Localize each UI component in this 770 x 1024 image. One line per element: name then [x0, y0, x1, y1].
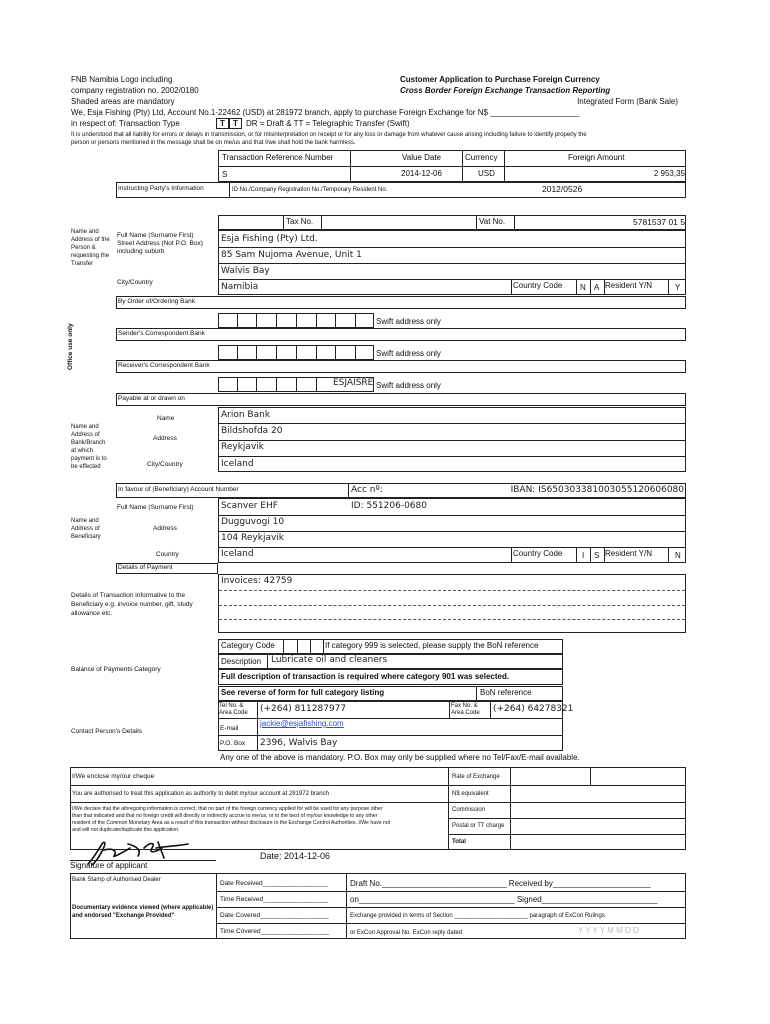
beneficiary-country-code-label: Country Code [513, 549, 563, 558]
email-label: E-mail [220, 725, 239, 732]
beneficiary-name[interactable]: Scanver EHF [221, 501, 278, 511]
payment-info-label: Details of Transaction informative to the [71, 592, 186, 599]
tax-number-label: Tax No. [286, 217, 314, 226]
suburb-label: including suburb [117, 248, 165, 255]
contact-details-label: Contact Person's Details [71, 728, 142, 735]
swift-only-label-2: Swift address only [376, 349, 441, 358]
payment-details-label: Details of Payment [118, 564, 173, 571]
date-covered-field[interactable]: Date Covered___________________ [220, 912, 329, 919]
reference-number-label: Transaction Reference Number [222, 153, 334, 162]
payable-side-label: Bank/Branch [71, 440, 106, 446]
declaration-text: resident of the Common Monetary Area as a result of this transaction without disclosure to the Exchange Control Authorities. I/We have not [72, 820, 391, 826]
documentary-evidence-label-2: and endorsed "Exchange Provided" [72, 913, 175, 919]
description-row [218, 654, 563, 669]
beneficiary-side-label: Beneficiary [71, 534, 101, 540]
applicant-name[interactable]: Esja Fishing (Pty) Ltd. [221, 234, 318, 244]
vat-number-value[interactable]: 5781537 01 5 [633, 217, 685, 227]
bank-stamp-label: Bank Stamp of Authorised Dealer [72, 877, 161, 883]
mandatory-contact-note: Any one of the above is mandatory. P.O. Box may only be supplied where no Tel/Fax/E-mail available. [220, 753, 580, 762]
office-use-label: Office use only [67, 323, 74, 370]
reference-number-value[interactable]: S [222, 170, 228, 179]
beneficiary-id[interactable]: ID: 551206-0680 [351, 501, 427, 511]
documentary-evidence-label: Documentary evidence viewed (where applicable) [72, 905, 214, 911]
applicant-side-label: Person & [71, 245, 96, 251]
bon-reference-label: BoN reference [480, 688, 532, 697]
payable-side-label: be effected [71, 464, 101, 470]
application-statement: We, Esja Fishing (Pty) Ltd, Account No.1-22462 (USD) at 281972 branch, apply to purchase Foreign Exchange for N$ ____________________ [71, 108, 580, 117]
full-description-note: Full description of transaction is required where category 901 was selected. [221, 672, 510, 681]
company-registration: company registration no. 2002/0180 [71, 86, 199, 95]
commission-label: Commission [452, 807, 486, 813]
declaration-text: and will not duplicate/duplicate this application. [72, 827, 180, 833]
time-covered-field[interactable]: Time Covered___________________ [220, 928, 330, 935]
payment-info-label: allowance etc. [71, 610, 113, 617]
total-label: Total [452, 839, 466, 845]
applicant-side-label: Name and [71, 229, 99, 235]
beneficiary-country-label: Country [156, 551, 179, 558]
time-received-field[interactable]: Time Received__________________ [220, 896, 329, 903]
country-code-label: Country Code [513, 281, 563, 290]
bop-category-label: Balance of Payments Category [71, 666, 161, 673]
street-address-label: Street Address (Not P.O. Box) [117, 240, 203, 247]
beneficiary-side-label: Name and [71, 518, 99, 524]
beneficiary-city[interactable]: 104 Reykjavik [221, 533, 285, 543]
invoice-number[interactable]: Invoices: 42759 [221, 576, 293, 586]
beneficiary-street[interactable]: Dugguvogi 10 [221, 517, 285, 527]
beneficiary-country-code-2[interactable]: S [594, 551, 600, 560]
instructing-party-label: Instructing Party's Information [118, 185, 204, 192]
payee-bank-name[interactable]: Arion Bank [221, 410, 271, 420]
debit-authority: You are authorised to treat this application as authority to debit my/our account at 281972 branch [72, 791, 329, 797]
resident-label: Resident Y/N [605, 281, 652, 290]
beneficiary-resident-label: Resident Y/N [605, 549, 652, 558]
vat-number-label: Vat No. [479, 217, 506, 226]
applicant-city[interactable]: Namibia [221, 282, 259, 292]
applicant-side-label: Transfer [71, 261, 94, 267]
id-number-label: ID No./Company Registration No./Temporary Resident No. [232, 187, 388, 193]
cheque-statement: I/We enclose my/our cheque [72, 773, 155, 780]
description-label: Description [221, 657, 262, 666]
declaration-text: than that indicated and that no foreign credit will directly or indirectly accrue to me/us, or to the best of my/our knowledge to any other [72, 813, 378, 819]
payable-label: Payable at or drawn on [118, 395, 185, 402]
declaration-text: I/We declare that the aforegoing information is correct, that no part of the foreign currency applied for will be used for any purpose other [72, 806, 383, 812]
currency-value[interactable]: USD [478, 169, 495, 178]
mandatory-note: Shaded areas are mandatory [71, 97, 175, 106]
fax-label: Area Code [451, 710, 480, 716]
payable-side-label: payment is to [71, 456, 107, 462]
country-code-2[interactable]: A [594, 283, 600, 292]
beneficiary-name-label: Full Name (Surname First) [117, 504, 194, 511]
transaction-type-box-1[interactable]: T [216, 118, 229, 129]
currency-label: Currency [465, 153, 498, 162]
liability-disclaimer-2: person or persons mentioned in the message shall be on me/us and that I/we shall hold the bank harmless. [71, 140, 356, 146]
payable-row [116, 393, 686, 406]
payee-bank-city[interactable]: Reykjavik [221, 442, 264, 452]
description-value[interactable]: Lubricate oil and cleaners [271, 655, 388, 665]
tel-label: Area Code [219, 710, 248, 716]
applicant-side-label: Address of the [71, 237, 110, 243]
po-box-value[interactable]: 2396, Walvis Bay [260, 738, 338, 748]
exchange-section-field[interactable]: Exchange provided in terms of Section ______________________ paragraph of ExCon Rulings [350, 913, 605, 919]
category-note: If category 999 is selected, please supply the BoN reference [325, 641, 539, 650]
category-code-label: Category Code [221, 641, 275, 650]
applicant-side-label: requesting the [71, 253, 110, 259]
iban-value[interactable]: IBAN: IS650303381003055120606080 [510, 485, 684, 495]
rate-of-exchange-label: Rate of Exchange [452, 774, 500, 780]
payee-bank-country[interactable]: Iceland [221, 459, 254, 469]
beneficiary-resident-value[interactable]: N [675, 551, 681, 560]
form-subtitle: Cross Border Foreign Exchange Transaction Reporting [400, 86, 611, 95]
form-type: Integrated Form (Bank Sale) [577, 97, 678, 106]
transaction-type-box-2[interactable]: T [229, 118, 242, 129]
swift-only-label-1: Swift address only [376, 317, 441, 326]
date-received-field[interactable]: Date Received__________________ [220, 880, 328, 887]
resident-value[interactable]: Y [675, 283, 681, 292]
excon-reply-date-boxes[interactable]: Y Y Y Y M M D D [578, 926, 639, 935]
bank-city-label: City/Country [147, 461, 183, 468]
fax-label: Fax No. & [451, 703, 478, 709]
excon-approval-field[interactable]: or ExCon Approval No. ExCon reply dated [350, 930, 463, 936]
value-date-label: Value Date [402, 153, 441, 162]
full-name-label: Full Name (Surname First) [117, 232, 194, 239]
email-link[interactable]: jackie@esjafishing.com [260, 719, 344, 728]
beneficiary-country-code-1[interactable]: I [582, 551, 585, 560]
account-number-label: Acc nº: [351, 485, 383, 495]
applicant-street[interactable]: 85 Sam Nujoma Avenue, Unit 1 [221, 250, 362, 260]
bank-name-label: Name [157, 415, 175, 422]
see-reverse-note: See reverse of form for full category listing [221, 688, 385, 697]
signature-label: Signature of applicant [70, 861, 148, 870]
draft-number-field[interactable]: Draft No.____________________________ Received by______________________ [350, 879, 651, 888]
po-box-label: P.O. Box [220, 740, 246, 747]
nad-equivalent-label: N$ equivalent [452, 791, 489, 797]
postal-charge-label: Postal or TT charge [452, 823, 505, 829]
form-title: Customer Application to Purchase Foreign Currency [400, 75, 600, 84]
foreign-amount-label: Foreign Amount [568, 153, 625, 162]
receivers-bank-label: Receiver's Correspondent Bank [118, 362, 210, 369]
payee-bank-address[interactable]: Bildshofda 20 [221, 426, 283, 436]
beneficiary-account-label: In favour of (Beneficiary) Account Number [118, 486, 239, 493]
applicant-suburb[interactable]: Walvis Bay [221, 266, 270, 276]
id-number-value[interactable]: 2012/0526 [542, 184, 583, 194]
value-date[interactable]: 2014-12-06 [401, 169, 442, 178]
foreign-amount-value[interactable]: 2 953,35 [653, 169, 685, 178]
fax-value[interactable]: (+264) 64278321 [493, 704, 574, 714]
payable-side-label: Name and [71, 424, 99, 430]
liability-disclaimer: It is understood that all liability for errors or delays in transmission, or for misinterpretation on receipt or for any loss or damage from whatever cause arising including failure to identify properly the [71, 132, 587, 138]
bank-logo-note: FNB Namibia Logo including [71, 75, 173, 84]
swift-only-label-3: Swift address only [376, 381, 441, 390]
payable-side-label: Address of [71, 432, 100, 438]
city-country-label: City/Country [117, 279, 153, 286]
bank-address-label: Address [153, 435, 177, 442]
country-code-1[interactable]: N [580, 283, 586, 292]
on-signed-field[interactable]: on___________________________________ Signed__________________________ [350, 895, 658, 904]
signature-date[interactable]: Date: 2014-12-06 [260, 851, 331, 861]
senders-bank-label: Sender's Correspondent Bank [118, 330, 205, 337]
transaction-type-legend: DR = Draft & TT = Telegraphic Transfer (Swift) [246, 119, 410, 128]
transaction-type-label: in respect of: Transaction Type [71, 119, 180, 128]
payment-info-label: Beneficiary e.g. invoice number, gift, study [71, 601, 193, 608]
ordering-bank-row [116, 296, 686, 309]
swift-code-value[interactable]: ESJAISRE [333, 378, 374, 388]
beneficiary-side-label: Address of [71, 526, 100, 532]
beneficiary-country[interactable]: Iceland [221, 549, 254, 559]
beneficiary-address-label: Address [153, 525, 177, 532]
tel-label: Tel No. & [219, 703, 244, 709]
ordering-bank-label: By Order of/Ordering Bank [118, 298, 195, 305]
payable-side-label: at which [71, 448, 94, 454]
telephone-value[interactable]: (+264) 811287977 [260, 704, 347, 714]
